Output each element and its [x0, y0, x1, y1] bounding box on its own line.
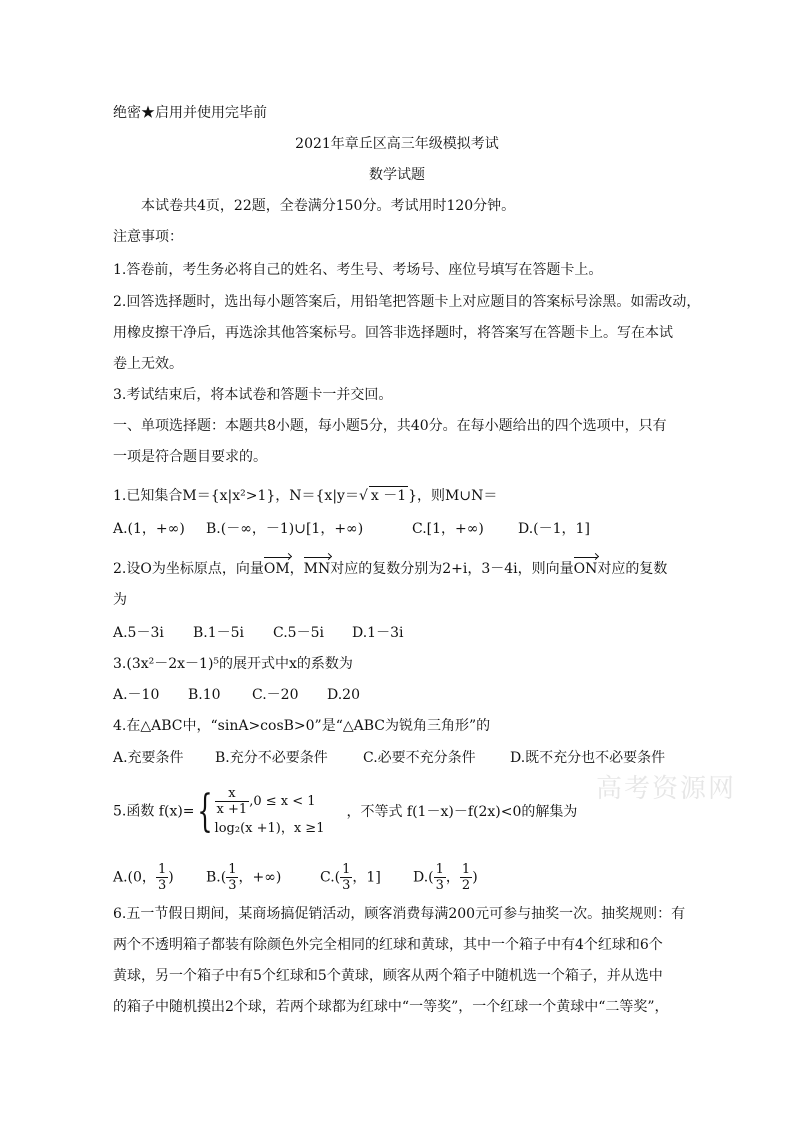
- piece-numerator: x: [215, 786, 250, 802]
- subject-title: 数学试题: [369, 167, 425, 183]
- q5-stem-pre: 5.函数 f(x)=: [113, 803, 195, 820]
- note-2-line-1: 2.回答选择题时，选出每小题答案后，用铅笔把答题卡上对应题目的答案标号涂黑。如需改动，: [113, 294, 701, 310]
- watermark: 高考资源网: [596, 774, 737, 804]
- question-4: 4.在△ABC中，“sinA>cosB>0”是“△ABC为锐角三角形”的: [113, 718, 491, 734]
- section-1-line-2: 一项是符合题目要求的。: [113, 449, 267, 465]
- exam-title: 2021年章丘区高三年级模拟考试: [295, 136, 499, 152]
- q2-option-a: A.5－3i: [113, 625, 164, 641]
- q5-option-a: A.(0， $\frac{1}{3}$ ): [113, 862, 174, 893]
- secret-label: 绝密★启用并使用完毕前: [113, 105, 267, 121]
- question-3: 3.(3x²－2x－1)⁵的展开式中x的系数为: [113, 656, 353, 672]
- q3-option-a: A.－10: [113, 687, 160, 703]
- q2-stem-1: 2.设O为坐标原点，向量: [113, 561, 264, 577]
- piece-fraction: [215, 786, 250, 817]
- q4-option-a: A.充要条件: [113, 750, 184, 766]
- question-5: [113, 786, 577, 837]
- q2-stem-continued: 为: [113, 592, 127, 608]
- q5-option-d: D.( $\frac{1}{3}$ ， $\frac{1}{2}$ ): [413, 862, 478, 893]
- q1-option-c: C.[1，+∞): [412, 521, 484, 537]
- q5-stem-post: ，不等式 f(1－x)－f(2x)<0的解集为: [346, 803, 578, 820]
- piece-row-1-condition: ,0 ≤ x < 1: [249, 794, 316, 809]
- piece-denominator: x +1: [216, 802, 248, 817]
- question-1: [113, 486, 497, 505]
- q5-option-b: B.( $\frac{1}{3}$ ，+∞): [206, 862, 282, 893]
- exam-intro: 本试卷共4页，22题，全卷满分150分。考试用时120分钟。: [141, 198, 516, 214]
- section-1-line-1: 一、单项选择题：本题共8小题，每小题5分，共40分。在每小题给出的四个选项中，只有: [113, 418, 667, 434]
- q1-stem-post: }，则M∪N＝: [408, 488, 498, 504]
- note-2-line-3: 卷上无效。: [113, 356, 183, 372]
- q2-option-d: D.1－3i: [352, 625, 404, 641]
- q3-option-c: C.－20: [252, 687, 299, 703]
- q2-option-b: B.1－5i: [193, 625, 245, 641]
- q1-option-b: B.(－∞，－1)∪[1，+∞): [206, 521, 364, 537]
- q3-option-b: B.10: [188, 687, 221, 703]
- piece-row-2: log₂(x +1)，x ≥1: [214, 821, 325, 836]
- q1-sqrt-radicand: x －1: [370, 488, 407, 504]
- note-2-line-2: 用橡皮擦干净后，再选涂其他答案标号。回答非选择题时，将答案写在答题卡上。写在本试: [113, 325, 673, 341]
- note-3: 3.考试结束后，将本试卷和答题卡一并交回。: [113, 387, 393, 403]
- question-6-line-3: 黄球，另一个箱子中有5个红球和5个黄球，顾客从两个箱子中随机选一个箱子，并从选中: [113, 968, 663, 984]
- piece-row-1: [215, 786, 325, 817]
- q4-option-b: B.充分不必要条件: [215, 750, 328, 766]
- q2-stem-2: ，: [289, 561, 304, 577]
- note-1: 1.答卷前，考生务必将自己的姓名、考生号、考场号、座位号填写在答题卡上。: [113, 262, 603, 278]
- question-2: [113, 560, 667, 578]
- vector-on: ON: [573, 561, 598, 577]
- vector-om: OM: [263, 561, 290, 577]
- vector-mn: MN: [303, 561, 331, 577]
- question-6-line-4: 的箱子中随机摸出2个球，若两个球都为红球中“一等奖”，一个红球一个黄球中“二等奖”，: [113, 999, 669, 1015]
- left-brace: {: [196, 785, 213, 837]
- q1-option-d: D.(－1，1]: [518, 521, 590, 537]
- q1-stem-pre: 1.已知集合M＝{x|x²>1}，N＝{x|y＝: [113, 488, 359, 504]
- q2-option-c: C.5－5i: [273, 625, 324, 641]
- q4-option-d: D.既不充分也不必要条件: [510, 750, 666, 766]
- piecewise-function: [215, 786, 325, 837]
- q3-option-d: D.20: [327, 687, 360, 703]
- q5-option-c: C.( $\frac{1}{3}$ ，1]: [320, 862, 381, 893]
- sqrt-symbol: √: [358, 488, 368, 504]
- question-6-line-1: 6.五一节假日期间，某商场搞促销活动，顾客消费每满200元可参与抽奖一次。抽奖规则：有: [113, 906, 686, 922]
- q2-stem-4: 对应的复数: [597, 561, 668, 577]
- question-6-line-2: 两个不透明箱子都装有除颜色外完全相同的红球和黄球，其中一个箱子中有4个红球和6个: [113, 937, 663, 953]
- q1-option-a: A.(1，+∞): [113, 521, 185, 537]
- notes-heading: 注意事项：: [113, 229, 183, 245]
- q4-option-c: C.必要不充分条件: [363, 750, 476, 766]
- q2-stem-3: 对应的复数分别为2+i，3－4i，则向量: [330, 561, 574, 577]
